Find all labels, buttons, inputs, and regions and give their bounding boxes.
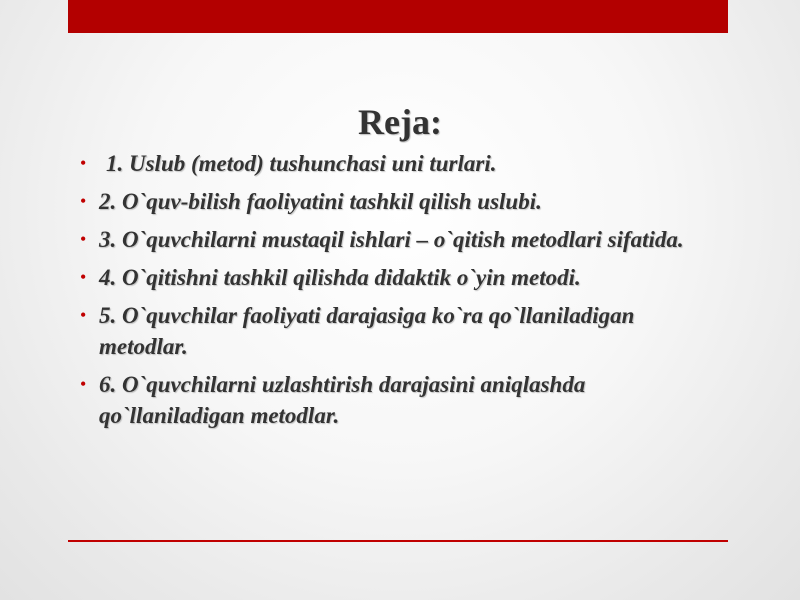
- agenda-item: [80, 186, 710, 217]
- bullet-icon: •: [80, 153, 87, 173]
- agenda-item-text: 3. O`quvchilarni mustaqil ishlari – o`qitish metodlari sifatida.: [99, 227, 684, 252]
- bottom-divider: [68, 540, 728, 542]
- agenda-item: [80, 300, 710, 362]
- bullet-icon: •: [80, 374, 87, 394]
- agenda-item-text: 5. O`quvchilar faoliyati darajasiga ko`ra qo`llaniladigan metodlar.: [99, 303, 635, 359]
- agenda-item: [80, 262, 710, 293]
- agenda-list: [80, 148, 710, 438]
- bullet-icon: •: [80, 229, 87, 249]
- slide-title: Reja:: [358, 102, 442, 142]
- agenda-item: [80, 369, 710, 431]
- agenda-item: [80, 148, 710, 179]
- agenda-item-text: 6. O`quvchilarni uzlashtirish darajasini aniqlashda qo`llaniladigan metodlar.: [99, 372, 586, 428]
- agenda-item: [80, 224, 710, 255]
- bullet-icon: •: [80, 305, 87, 325]
- agenda-item-text: 2. O`quv-bilish faoliyatini tashkil qilish uslubi.: [99, 189, 542, 214]
- bullet-icon: •: [80, 267, 87, 287]
- bullet-icon: •: [80, 191, 87, 211]
- agenda-item-text: 1. Uslub (metod) tushunchasi uni turlari.: [106, 151, 497, 176]
- agenda-item-text: 4. O`qitishni tashkil qilishda didaktik o`yin metodi.: [99, 265, 581, 290]
- top-accent-bar: [68, 0, 728, 33]
